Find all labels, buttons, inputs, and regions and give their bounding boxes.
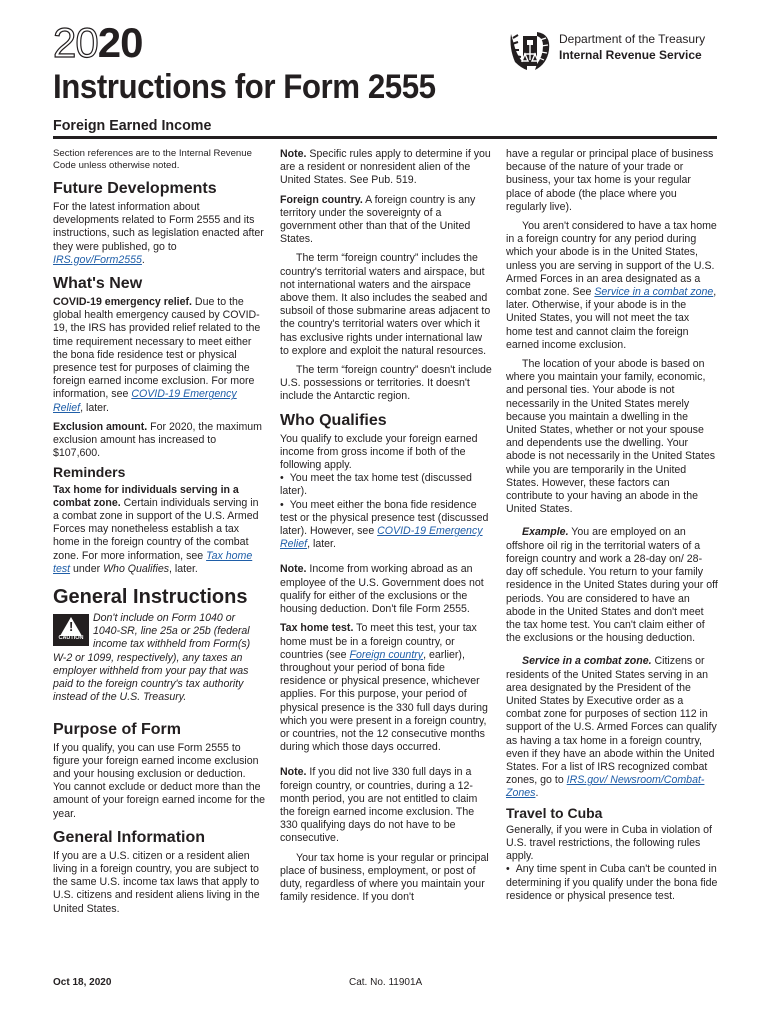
example-para: Example. You are employed on an offshore oil rig in the territorial waters of a foreign country and work a 28-day on/ 28-day off schedule. You return to your family residence in the United States during your off periods. You are considered to have an abode in the United States and don't meet the tax home test. You can't claim either of the exclusions or the housing deduction. xyxy=(506,526,718,645)
tax-home-definition-para: Your tax home is your regular or principal place of business, employment, or post of duty, regardless of where you maintain your family residence. If you don't xyxy=(280,851,489,904)
foreign-country-para: Foreign country. A foreign country is any territory under the sovereignty of a government other than that of the United States. xyxy=(280,193,476,246)
footer-cat-number: Cat. No. 11901A xyxy=(349,977,423,988)
caution-para: ! CAUTION Don't include on Form 1040 or 1040-SR, line 25a or 25b (federal income tax withheld from Form(s) W-2 or 1099, respectively), any taxes an employer withheld from your pay that was paid to the foreign country's tax authority instead of the U.S. Treasury. xyxy=(53,612,251,704)
tax-home-test-link[interactable]: Tax home test xyxy=(53,549,253,575)
note-resident-para: Note. Specific rules apply to determine if you are a resident or nonresident alien of the United States. See Pub. 519. xyxy=(280,148,491,187)
tax-home-continued: have a regular or principal place of business because of the nature of your trade or business, your tax home is your regular place of abode (the place where you regularly live). xyxy=(506,148,714,213)
heading-whats-new: What's New xyxy=(53,275,143,293)
page-title: Instructions for Form 2555 xyxy=(53,68,436,106)
heading-purpose-of-form: Purpose of Form xyxy=(53,720,182,738)
tax-home-combat-para: Tax home for individuals serving in a combat zone. Certain individuals serving in a combat zone in support of the U.S. Armed Forces may nonetheless establish a tax home in the foreign country of the combat zone. For more information, see Tax home test under Who Qualifies, later. xyxy=(53,483,259,575)
agency-block xyxy=(559,31,705,63)
tax-home-test-para: Tax home test. To meet this test, your tax home must be in a foreign country, or countries (see Foreign country, earlier), throughout your period of bona fide residence or physical presence, whichever applies. For this purpose, your period of physical presence is the 330 full days during which you were present in a foreign country, or countries, not the 12 consecutive months during which those days occurred. xyxy=(280,622,488,754)
bullet-tax-home: • You meet the tax home test (discussed later). xyxy=(280,472,492,498)
service-combat-zone-para: Service in a combat zone. Citizens or residents of the United States serving in an area designated by the President of the United States by Executive order as a combat zone for purposes of section 112 in support of the U.S. Armed Forces can qualify as having a tax home in a foreign country, even if they have an abode within the United States. For a list of IRS recognized combat zones, go to IRS.gov/ Newsroom/Combat-Zones. xyxy=(506,655,717,800)
year-outline: 20 xyxy=(53,19,98,66)
cuba-text: Generally, if you were in Cuba in violation of U.S. travel restrictions, the following rules apply. xyxy=(506,823,712,863)
agency-irs: Internal Revenue Service xyxy=(559,48,702,62)
exclusion-amount-para: Exclusion amount. For 2020, the maximum exclusion amount has increased to $107,600. xyxy=(53,420,262,460)
column-3 xyxy=(506,148,718,909)
bullet-residence: • You meet either the bona fide residence test or the physical presence test (discussed later). However, see COVID-19 Emergency Relief, later. xyxy=(280,499,492,552)
foreign-country-p2: The term “foreign country” includes the country's territorial waters and airspace, but not international waters and the airspace above them. It also includes the seabed and subsoil of those submarine areas adjacent to the country's territorial waters over which it has exclusive rights under international law to explore and exploit the natural resources. xyxy=(280,252,491,357)
year-solid: 20 xyxy=(97,19,143,66)
irs-form2555-link[interactable]: IRS.gov/Form2555 xyxy=(53,253,142,266)
header-rule xyxy=(53,136,717,139)
column-1 xyxy=(53,148,265,922)
agency-department: Department of the Treasury xyxy=(559,32,706,46)
section-references: Section references are to the Internal Revenue Code unless otherwise noted. xyxy=(53,148,252,171)
note-government-para: Note. Income from working abroad as an employee of the U.S. Government does not qualify for either of the exclusions or the housing deduction. Don't file Form 2555. xyxy=(280,563,484,616)
foreign-country-p3: The term “foreign country” doesn't include U.S. possessions or territories. It doesn't include the Antarctic region. xyxy=(280,364,492,403)
heading-who-qualifies: Who Qualifies xyxy=(280,411,387,429)
combat-zones-link[interactable]: IRS.gov/ Newsroom/Combat-Zones xyxy=(506,774,705,800)
abode-location-para: The location of your abode is based on where you maintain your family, economic, and personal ties. Your abode is not necessarily in the United States merely because you maintain a dwelling in the United States, whether or not your spouse and dependents use the dwelling. Your abode is not necessarily in the United States while you are temporarily in the United States. However, these factors can contribute to your having an abode in the United States. xyxy=(506,358,716,516)
year xyxy=(53,19,143,66)
covid-relief-link[interactable]: COVID-19 Emergency Relief xyxy=(53,388,237,414)
abode-us-para: You aren't considered to have a tax home in a foreign country for any period during which your abode is in the United States, unless you are serving in support of the U.S. Armed Forces in an area designated as a combat zone. See Service in a combat zone, later. Otherwise, if your abode is in the United States, you will not meet the tax home test and cannot claim the foreign earned income exclusion. xyxy=(506,220,717,351)
bullet-cuba: • Any time spent in Cuba can't be counted in determining if you qualify under the bona fide residence or physical presence test. xyxy=(506,863,718,903)
page-subtitle: Foreign Earned Income xyxy=(53,117,212,134)
service-combat-zone-link[interactable]: Service in a combat zone xyxy=(594,286,714,299)
footer-date: Oct 18, 2020 xyxy=(53,977,112,988)
heading-reminders: Reminders xyxy=(53,464,126,481)
column-2 xyxy=(280,148,492,910)
heading-travel-to-cuba: Travel to Cuba xyxy=(506,804,603,821)
covid-relief-link-2[interactable]: COVID-19 Emergency Relief xyxy=(280,525,483,551)
purpose-text: If you qualify, you can use Form 2555 to figure your foreign earned income exclusion and your housing exclusion or deduction. You cannot exclude or deduct more than the amount of your foreign earned income for the year. xyxy=(53,741,265,820)
future-developments-text: For the latest information about developments related to Form 2555 and its instructions, such as legislation enacted after they were published, go to IRS.gov/Form2555. xyxy=(53,201,264,266)
heading-general-instructions: General Instructions xyxy=(53,586,248,609)
covid-relief-para: COVID-19 emergency relief. Due to the global health emergency caused by COVID-19, the IRS has provided relief related to the time requirement necessary to meet either the bona fide residence test or physical presence test for purposes of claiming the foreign earned income exclusion. For more information, see COVID-19 Emergency Relief, later. xyxy=(53,296,261,414)
foreign-country-link[interactable]: Foreign country xyxy=(349,648,424,661)
who-qualifies-text: You qualify to exclude your foreign earned income from gross income if both of the following apply. xyxy=(280,432,478,472)
note-330-days-para: Note. If you did not live 330 full days in a foreign country, or countries, during a 12-month period, you are not entitled to claim the foreign earned income exclusion. The 330 qualifying days do not have to be consecutive. xyxy=(280,766,478,845)
caution-icon: ! CAUTION xyxy=(53,614,89,646)
heading-general-information: General Information xyxy=(53,828,206,846)
general-information-text: If you are a U.S. citizen or a resident alien living in a foreign country, you are subject to the same U.S. income tax laws that apply to U.S. citizens and resident aliens living in the United States. xyxy=(53,849,260,915)
irs-eagle-logo-icon xyxy=(507,26,553,72)
heading-future-developments: Future Developments xyxy=(53,180,217,197)
